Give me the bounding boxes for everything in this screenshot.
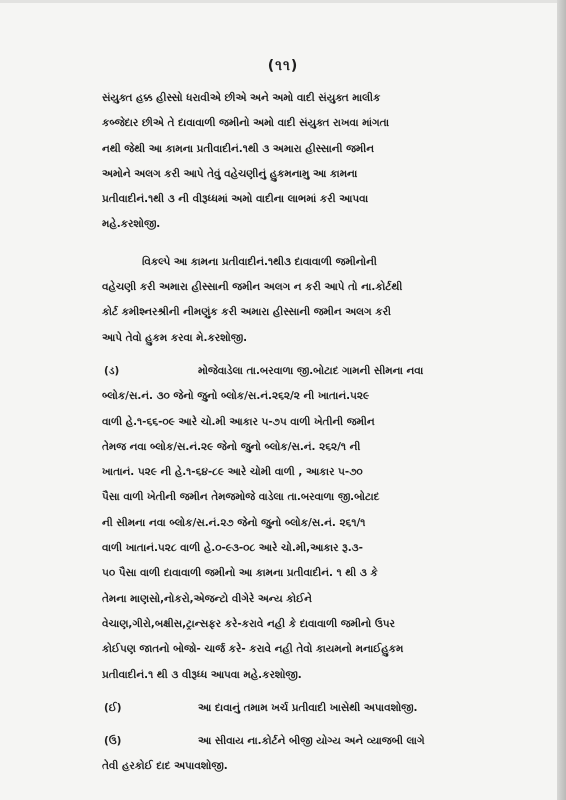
text-line: સંયુક્ત હક્ક હીસ્સો ધરાવીએ છીએ અને અમો વાદી સંયુક્ત માલીક — [102, 92, 381, 104]
paragraph-gap — [102, 238, 506, 250]
text-line: વાળી ખાતાનં.૫૨૮ વાળી હે.૦-૯૩-૦૮ આરે ચો.મી,આકાર રૂ.૩- — [102, 542, 363, 555]
clause-marker: (ઉ) — [104, 735, 122, 748]
text-line: ખાતાનં. ૫૨૯ ની હે.૧-૬૪-૮૯ આરે ચોમી વાળી , આકાર ૫-૭૦ — [102, 466, 363, 479]
page-number: (૧૧) — [267, 58, 299, 74]
clause-marker: (ઈ) — [104, 701, 122, 714]
clause-first-line — [102, 729, 506, 754]
text-line: મોજેવાડેલા તા.બરવાળા જી.બોટાદ ગામની સીમના નવા — [198, 364, 424, 377]
clause-d — [102, 359, 506, 688]
clause-e — [102, 696, 506, 721]
paragraph-alternative — [102, 250, 506, 351]
paragraph-gap — [102, 351, 506, 359]
paragraph-joint-ownership — [102, 86, 506, 238]
text-line: પ્રતીવાદીનં.૧ થી ૩ વીરૂધ્ધ આપવા મહે.કરશોજી. — [102, 668, 302, 681]
clause-marker: (ડ) — [104, 364, 120, 377]
clause-f — [102, 729, 506, 780]
document-body — [102, 86, 506, 780]
text-line: વેચાણ,ગીરો,બક્ષીસ,ટ્રાન્સફર કરે-કરાવે નહી કે દાવાવાળી જમીનો ઉપર — [102, 617, 395, 630]
text-line: ની સીમના નવા બ્લોક/સ.નં.૨૭ જેનો જુનો બ્લોક/સ.નં. ૨૬૧/૧ — [102, 516, 366, 529]
text-line: તેમના માણસો,નોકરો,એજન્ટો વીગેરે અન્ય કોઈને — [102, 592, 312, 605]
text-line: આ દાવાનું તમામ ખર્ચ પ્રતીવાદી ખાસેથી અપાવશોજી. — [198, 701, 418, 714]
text-line: ૫૦ પૈસા વાળી દાવાવાળી જમીનો આ કામના પ્રતીવાદીનં. ૧ થી ૩ કે — [102, 567, 378, 580]
text-line: કોર્ટ કમીશ્નરશ્રીની નીમણુંક કરી અમારા હીસ્સાની જમીન અલગ કરી — [102, 306, 391, 319]
text-line: તેમજ નવા બ્લોક/સ.નં.૨૯ જેનો જુનો બ્લોક/સ.નં. ૨૬૨/૧ ની — [102, 440, 361, 453]
text-line: બ્લોક/સ.નં. ૩૦ જેનો જુનો બ્લોક/સ.નં.૨૬૨/૨ ની ખાતાનં.૫૨૯ — [102, 390, 370, 403]
paragraph-gap — [102, 688, 506, 696]
text-line: તેવી હરકોઈ દાદ અપાવશોજી. — [102, 760, 228, 773]
text-line: વાળી હે.૧-૬૬-૦૯ આરે ચો.મી આકાર ૫-૭૫ વાળી ખેતીની જમીન — [102, 415, 375, 428]
text-line: પૈસા વાળી ખેતીની જમીન તેમજમોજે વાડેલા તા.બરવાળા જી.બોટાદ — [102, 491, 380, 504]
clause-first-line — [102, 359, 506, 384]
text-line: નથી જેથી આ કામના પ્રતીવાદીનં.૧થી ૩ અમારા હીસ્સાની જમીન — [102, 142, 374, 155]
scan-edge-top — [0, 0, 566, 3]
text-line: કોઈપણ જાતનો બોજો- ચાર્જ કરે- કરાવે નહી તેવો કાયમનો મનાઈહુકમ — [102, 643, 404, 656]
text-line: વિકલ્પે આ કામના પ્રતીવાદીનં.૧થી૩ દાવાવાળી જમીનોની — [142, 255, 377, 268]
text-line: વહેચણી કરી અમારા હીસ્સાની જમીન અલગ ન કરી આપે તો ના.કોર્ટથી — [102, 281, 403, 294]
text-line: આ સીવાય ના.કોર્ટને બીજી યોગ્ય અને વ્યાજબી લાગે — [198, 735, 425, 748]
text-line: અમોને અલગ કરી આપે તેવું વહેચણીનું હુકમનામુ આ કામના — [102, 167, 358, 180]
text-line: પ્રતીવાદીનં.૧થી ૩ ની વીરૂધ્ધમાં અમો વાદીના લાભમાં કરી આપવા — [102, 193, 369, 206]
scan-edge-right — [557, 0, 566, 800]
paragraph-gap — [102, 721, 506, 729]
text-line: મહે.કરશોજી. — [102, 218, 161, 231]
text-line: કબ્જેદાર છીએ તે દાવાવાળી જમીનો અમો વાદી સંયુક્ત રાખવા માંગતા — [102, 117, 390, 130]
text-line: આપે તેવો હુકમ કરવા મે.કરશોજી. — [102, 331, 248, 344]
clause-first-line — [102, 696, 506, 721]
